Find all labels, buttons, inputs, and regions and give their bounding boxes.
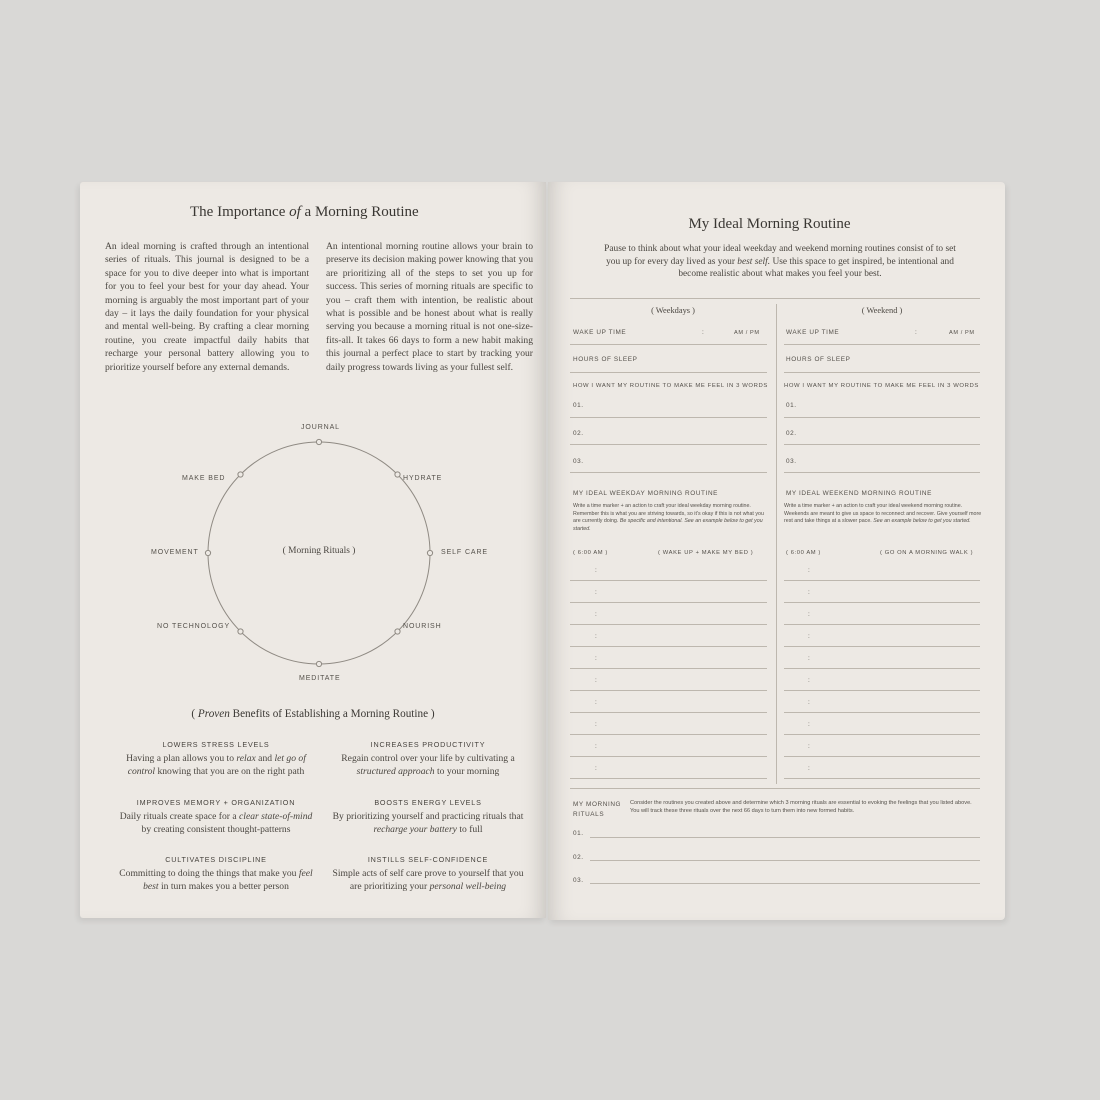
weekend-wake-label: WAKE UP TIME <box>786 329 840 336</box>
weekend-feel-label: HOW I WANT MY ROUTINE TO MAKE ME FEEL IN 3 WORDS <box>784 383 979 389</box>
weekday-entry-colon: : <box>595 765 598 772</box>
weekday-feel-num: 01. <box>573 402 584 409</box>
weekday-feel-line[interactable] <box>570 417 767 418</box>
label-line: MY MORNING <box>573 801 622 808</box>
ritual-self-care: SELF CARE <box>441 549 488 556</box>
weekend-example-time: ( 6:00 AM ) <box>786 550 821 556</box>
weekend-entry-line[interactable] <box>784 624 980 625</box>
intro-column-1: An ideal morning is crafted through an intentional series of rituals. This journal is designed to be a space for you to dive deeper into what is important for you to feel your best for your day ahead. Your morning is arguably the most important part of your day – it lays the daily foundation for your physical and mental well-being. By crafting a clear morning routine, you create impactful daily habits that recharge your personal battery allowing you to prioritize yourself before any external demands. <box>105 241 309 373</box>
text-part: to full <box>456 824 483 836</box>
weekend-entry-colon: : <box>808 633 811 640</box>
weekday-feel-num: 03. <box>573 458 584 465</box>
wheel-node <box>238 472 243 477</box>
note-italic: See an example below to get you started. <box>873 518 971 525</box>
wheel-node <box>205 550 210 555</box>
benefit-text <box>116 810 316 837</box>
text-part: Regain control over your life by cultivating a <box>341 753 515 764</box>
benefit-title: INCREASES PRODUCTIVITY <box>370 740 486 749</box>
weekday-routine-note <box>573 503 773 533</box>
weekend-feel-num: 01. <box>786 402 797 409</box>
weekday-wake-line[interactable] <box>570 344 767 345</box>
ritual-hydrate: HYDRATE <box>403 475 443 482</box>
text-italic: clear state-of-mind <box>239 811 313 822</box>
text-part: Having a plan allows you to <box>126 753 237 764</box>
weekend-wake-line[interactable] <box>784 344 980 345</box>
text-part: knowing that you are on the right path <box>155 766 305 778</box>
benefit-discipline <box>116 855 316 894</box>
weekday-entry-colon: : <box>595 699 598 706</box>
weekend-routine-note <box>784 503 982 526</box>
ritual-make-bed: MAKE BED <box>182 475 226 482</box>
benefit-lowers-stress <box>116 740 316 779</box>
intro-part: Pause to think about what your ideal weekday and weekend morning routines consist of to set you up for every day lived as your <box>604 244 956 267</box>
heading-italic: Proven <box>197 708 230 720</box>
benefit-memory <box>116 798 316 837</box>
divider <box>570 298 980 299</box>
benefit-title: CULTIVATES DISCIPLINE <box>165 855 267 864</box>
weekday-ampm[interactable]: AM / PM <box>734 330 760 336</box>
weekday-feel-line[interactable] <box>570 444 767 445</box>
wheel-node <box>316 439 321 444</box>
heading-part: ( <box>191 708 198 720</box>
ritual-num: 02. <box>573 854 584 861</box>
heading-part: Benefits of Establishing a Morning Routine ) <box>229 708 435 720</box>
benefit-text <box>116 867 316 894</box>
title-part: a Morning Routine <box>300 204 419 220</box>
weekday-entry-line[interactable] <box>570 580 767 581</box>
benefit-confidence <box>328 855 528 894</box>
weekday-entry-colon: : <box>595 721 598 728</box>
weekday-entry-colon: : <box>595 677 598 684</box>
benefit-title: IMPROVES MEMORY + ORGANIZATION <box>136 798 296 807</box>
weekend-entry-colon: : <box>808 589 811 596</box>
divider <box>570 788 980 789</box>
ritual-movement: MOVEMENT <box>151 549 199 556</box>
weekday-entry-line[interactable] <box>570 734 767 735</box>
weekdays-heading: ( Weekdays ) <box>651 306 695 315</box>
weekday-sleep-line[interactable] <box>570 372 767 373</box>
ritual-num: 01. <box>573 830 584 837</box>
weekday-entry-line[interactable] <box>570 624 767 625</box>
benefit-text <box>328 810 528 837</box>
benefit-title: LOWERS STRESS LEVELS <box>162 740 270 749</box>
text-part: and <box>255 753 275 764</box>
column-divider <box>776 304 777 784</box>
ritual-nourish: NOURISH <box>403 623 442 630</box>
wheel-node <box>395 629 400 634</box>
morning-rituals-label <box>573 800 621 820</box>
benefit-text <box>116 752 316 779</box>
weekend-entry-line[interactable] <box>784 580 980 581</box>
benefit-productivity <box>328 740 528 779</box>
benefit-text <box>328 752 528 779</box>
benefits-heading <box>80 708 546 720</box>
text-part: By prioritizing yourself and practicing rituals that <box>332 811 524 822</box>
weekday-feel-num: 02. <box>573 430 584 437</box>
weekend-entry-colon: : <box>808 655 811 662</box>
right-page-title: My Ideal Morning Routine <box>688 216 851 232</box>
intro-column-2: An intentional morning routine allows your brain to preserve its decision making power knowing that you are prioritizing all of the steps to set you up for success. This series of morning rituals are specific to you – craft them with intention, be realistic about what is possible and be honest about what is really serving you because a morning ritual is not one-size-fits-all. It takes 66 days to form a new habit making this journal a perfect place to start by tracking your daily progress towards living as your fullest self. <box>326 241 533 373</box>
weekend-feel-num: 03. <box>786 458 797 465</box>
weekday-routine-label: MY IDEAL WEEKDAY MORNING ROUTINE <box>573 490 719 497</box>
weekday-entry-line[interactable] <box>570 778 767 779</box>
left-page <box>80 182 546 918</box>
weekday-example-action: ( WAKE UP + MAKE MY BED ) <box>658 550 754 556</box>
ritual-num: 03. <box>573 877 584 884</box>
weekday-entry-colon: : <box>595 567 598 574</box>
right-page <box>548 182 1005 920</box>
weekday-entry-line[interactable] <box>570 712 767 713</box>
weekend-feel-line[interactable] <box>784 444 980 445</box>
ritual-meditate: MEDITATE <box>299 675 341 682</box>
title-italic: of <box>289 204 301 220</box>
weekend-example-action: ( GO ON A MORNING WALK ) <box>880 550 974 556</box>
weekday-entry-line[interactable] <box>570 668 767 669</box>
weekday-feel-label: HOW I WANT MY ROUTINE TO MAKE ME FEEL IN 3 WORDS <box>573 383 768 389</box>
weekday-sleep-label: HOURS OF SLEEP <box>573 356 638 363</box>
weekday-entry-line[interactable] <box>570 756 767 757</box>
ritual-line[interactable] <box>590 837 980 838</box>
weekday-entry-colon: : <box>595 655 598 662</box>
text-italic: let go of control <box>127 753 306 778</box>
note-italic: Be specific and intentional. See an example below to get you started. <box>573 518 763 532</box>
text-part: in turn makes you a better person <box>158 881 289 893</box>
text-part: Simple acts of self care prove to yourself that you are prioritizing your <box>332 868 524 893</box>
text-italic: relax <box>236 753 256 764</box>
weekend-feel-line[interactable] <box>784 472 980 473</box>
weekend-heading: ( Weekend ) <box>861 306 903 315</box>
text-italic: recharge your battery <box>373 824 457 836</box>
weekend-ampm[interactable]: AM / PM <box>949 330 975 336</box>
note-part: Write a time marker + an action to craft your ideal weekday morning routine. Remember this is what you are striving towards, so it's okay if this is not what you are currently doing. <box>573 503 764 525</box>
weekend-entry-colon: : <box>808 611 811 618</box>
weekend-entry-line[interactable] <box>784 734 980 735</box>
note-part: Write a time marker + an action to craft your ideal weekend morning routine. Weekends are meant to give us space to reconnect and recover. Give yourself more rest and take things at a slower pace. <box>784 503 982 525</box>
ritual-line[interactable] <box>590 860 980 861</box>
ritual-no-technology: NO TECHNOLOGY <box>157 623 231 630</box>
text-italic: personal well-being <box>429 881 507 893</box>
label-line: RITUALS <box>573 811 605 818</box>
weekend-entry-line[interactable] <box>784 690 980 691</box>
weekday-entry-colon: : <box>595 633 598 640</box>
weekend-routine-label: MY IDEAL WEEKEND MORNING ROUTINE <box>786 490 932 497</box>
weekday-entry-line[interactable] <box>570 690 767 691</box>
ritual-line[interactable] <box>590 883 980 884</box>
text-italic: feel best <box>143 868 313 893</box>
weekend-sleep-line[interactable] <box>784 372 980 373</box>
weekend-entry-line[interactable] <box>784 668 980 669</box>
weekday-entry-line[interactable] <box>570 602 767 603</box>
weekend-entry-line[interactable] <box>784 712 980 713</box>
ritual-journal: JOURNAL <box>301 424 340 431</box>
weekend-entry-colon: : <box>808 743 811 750</box>
morning-rituals-note: Consider the routines you created above and determine which 3 morning rituals are essential to evoking the feelings that you listed above. You will track these three rituals over the next 66 days to turn them into new formed habits. <box>630 800 972 814</box>
title-part: The Importance <box>190 204 290 220</box>
text-italic: structured approach <box>356 766 435 778</box>
weekend-sleep-label: HOURS OF SLEEP <box>786 356 851 363</box>
weekend-feel-num: 02. <box>786 430 797 437</box>
wheel-node <box>427 550 432 555</box>
weekday-entry-colon: : <box>595 611 598 618</box>
intro-part: Use this space to get inspired, be intentional and become realistic about what makes you feel your best. <box>678 256 954 280</box>
weekday-wake-label: WAKE UP TIME <box>573 329 627 336</box>
weekend-entry-line[interactable] <box>784 756 980 757</box>
wheel-node <box>316 661 321 666</box>
wheel-center-label: ( Morning Rituals ) <box>282 546 356 556</box>
weekend-entry-colon: : <box>808 677 811 684</box>
weekend-entry-line[interactable] <box>784 602 980 603</box>
weekend-entry-line[interactable] <box>784 646 980 647</box>
weekday-entry-colon: : <box>595 743 598 750</box>
weekday-wake-colon: : <box>702 329 705 336</box>
wheel-node <box>395 472 400 477</box>
weekend-entry-colon: : <box>808 567 811 574</box>
weekend-entry-colon: : <box>808 721 811 728</box>
weekday-feel-line[interactable] <box>570 472 767 473</box>
text-part: by creating consistent thought-patterns <box>141 824 291 836</box>
weekend-wake-colon: : <box>915 329 918 336</box>
text-part: Committing to doing the things that make you <box>119 868 299 879</box>
weekend-entry-colon: : <box>808 699 811 706</box>
benefit-title: BOOSTS ENERGY LEVELS <box>374 798 482 807</box>
intro-text <box>600 243 960 281</box>
intro-italic: best self. <box>737 256 771 267</box>
weekend-entry-line[interactable] <box>784 778 980 779</box>
benefit-energy <box>328 798 528 837</box>
weekend-entry-colon: : <box>808 765 811 772</box>
text-part: Daily rituals create space for a <box>119 811 240 822</box>
wheel-node <box>238 629 243 634</box>
rituals-wheel <box>80 182 546 722</box>
weekday-entry-line[interactable] <box>570 646 767 647</box>
text-part: to your morning <box>434 766 500 778</box>
weekday-entry-colon: : <box>595 589 598 596</box>
benefit-text <box>328 867 528 894</box>
weekend-feel-line[interactable] <box>784 417 980 418</box>
weekday-example-time: ( 6:00 AM ) <box>573 550 608 556</box>
benefit-title: INSTILLS SELF-CONFIDENCE <box>367 855 489 864</box>
